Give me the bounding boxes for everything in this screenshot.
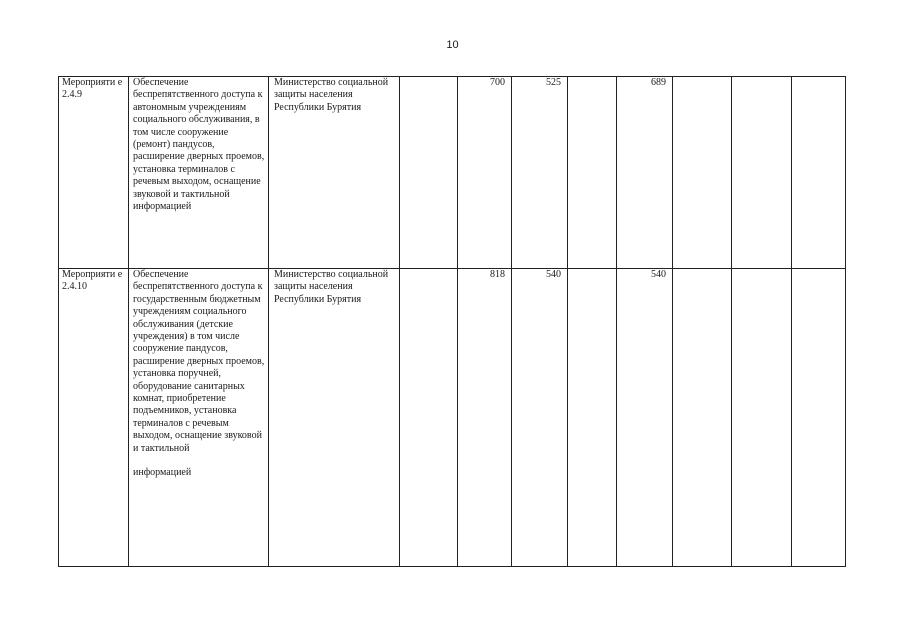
value-cell xyxy=(732,77,792,269)
value-cell xyxy=(568,77,617,269)
value-cell xyxy=(673,77,732,269)
responsible-organization-cell: Министерство социальной защиты населения Республики Бурятия xyxy=(269,269,400,567)
value-cell xyxy=(732,269,792,567)
table-row xyxy=(59,269,846,567)
value-cell xyxy=(673,269,732,567)
page-number: 10 xyxy=(446,39,459,51)
value-cell xyxy=(792,77,846,269)
value-cell xyxy=(568,269,617,567)
measures-table xyxy=(58,76,846,567)
measure-description: Обеспечение беспрепятственного доступа к автономным учреждениям социального обслуживания, в том числе сооружение (ремонт) пандусов, расширение дверных проемов, установка терминалов с речевым выходом, оснащение звуковой и тактильной информацией xyxy=(133,77,265,213)
measure-description-cell xyxy=(129,77,269,269)
value-cell xyxy=(792,269,846,567)
measure-code-cell: Мероприяти е 2.4.10 xyxy=(59,269,129,567)
value-cell: 525 xyxy=(512,77,568,269)
value-cell: 700 xyxy=(458,77,512,269)
value-cell xyxy=(400,269,458,567)
measure-description-end: информацией xyxy=(133,467,192,479)
value-cell xyxy=(400,77,458,269)
value-cell: 818 xyxy=(458,269,512,567)
responsible-organization-cell: Министерство социальной защиты населения Республики Бурятия xyxy=(269,77,400,269)
table-row xyxy=(59,77,846,269)
measure-code-cell: Мероприяти е 2.4.9 xyxy=(59,77,129,269)
measure-description: Обеспечение беспрепятственного доступа к государственным бюджетным учреждениям социального обслуживания (детские учреждения) в том числе сооружение пандусов, расширение дверных проемов, установка поручней, оборудование санитарных комнат, приобретение подъемников, установка терминалов с речевым выходом, оснащение звуковой и тактильной xyxy=(133,269,265,454)
value-cell: 540 xyxy=(617,269,673,567)
value-cell: 540 xyxy=(512,269,568,567)
value-cell: 689 xyxy=(617,77,673,269)
measure-description-cell xyxy=(129,269,269,567)
